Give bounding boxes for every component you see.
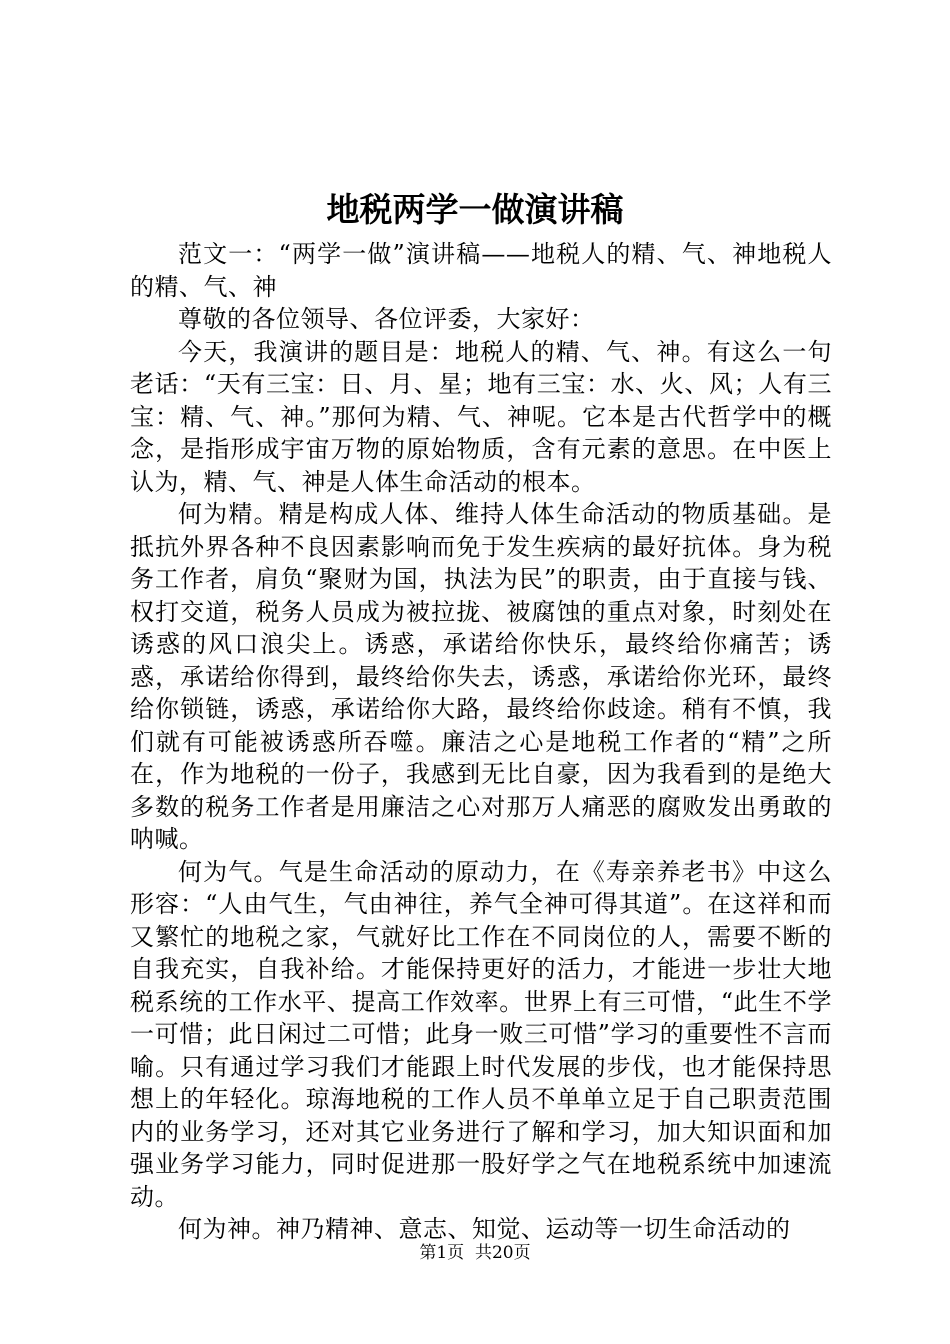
paragraph-shen: 何为神。神乃精神、意志、知觉、运动等一切生命活动的 <box>178 1215 791 1243</box>
page-footer <box>0 1241 950 1265</box>
document-body <box>130 238 832 1246</box>
paragraph-greeting: 尊敬的各位领导、各位评委，大家好： <box>178 305 595 333</box>
paragraph-qi: 何为气。气是生命活动的原动力，在《寿亲养老书》中这么形容：“人由气生，气由神往，养气全神可得其道”。在这祥和而又繁忙的地税之家，气就好比工作在不同岗位的人，需要不断的自我充实，自我补给。才能保持更好的活力，才能进一步壮大地税系统的工作水平、提高工作效率。世界上有三可惜，“此生不学一可惜；此日闲过二可惜；此身一败三可惜”学习的重要性不言而喻。只有通过学习我们才能跟上时代发展的步伐，也才能保持思想上的年轻化。琼海地税的工作人员不单单立足于自己职责范围内的业务学习，还对其它业务进行了解和学习，加大知识面和加强业务学习能力，同时促进那一股好学之气在地税系统中加速流动。 <box>130 857 832 1211</box>
paragraph-jing: 何为精。精是构成人体、维持人体生命活动的物质基础。是抵抗外界各种不良因素影响而免于发生疾病的最好抗体。身为税务工作者，肩负“聚财为国，执法为民”的职责，由于直接与钱、权打交道，税务人员成为被拉拢、被腐蚀的重点对象，时刻处在诱惑的风口浪尖上。诱惑，承诺给你快乐，最终给你痛苦；诱惑，承诺给你得到，最终给你失去，诱惑，承诺给你光环，最终给你锁链，诱惑，承诺给你大路，最终给你歧途。稍有不慎，我们就有可能被诱惑所吞噬。廉洁之心是地税工作者的“精”之所在，作为地税的一份子，我感到无比自豪，因为我看到的是绝大多数的税务工作者是用廉洁之心对那万人痛恶的腐败发出勇敢的呐喊。 <box>130 500 832 853</box>
paragraph-topic: 今天，我演讲的题目是：地税人的精、气、神。有这么一句老话：“天有三宝：日、月、星；地有三宝：水、火、风；人有三宝：精、气、神。”那何为精、气、神呢。它本是古代哲学中的概念，是指形成宇宙万物的原始物质，含有元素的意思。在中医上认为，精、气、神是人体生命活动的根本。 <box>130 337 832 496</box>
paragraph-intro: 范文一：“两学一做”演讲稿——地税人的精、气、神地税人的精、气、神 <box>130 240 832 301</box>
page-number: 第1页 共20页 <box>419 1243 531 1263</box>
document-title: 地税两学一做演讲稿 <box>326 190 624 229</box>
